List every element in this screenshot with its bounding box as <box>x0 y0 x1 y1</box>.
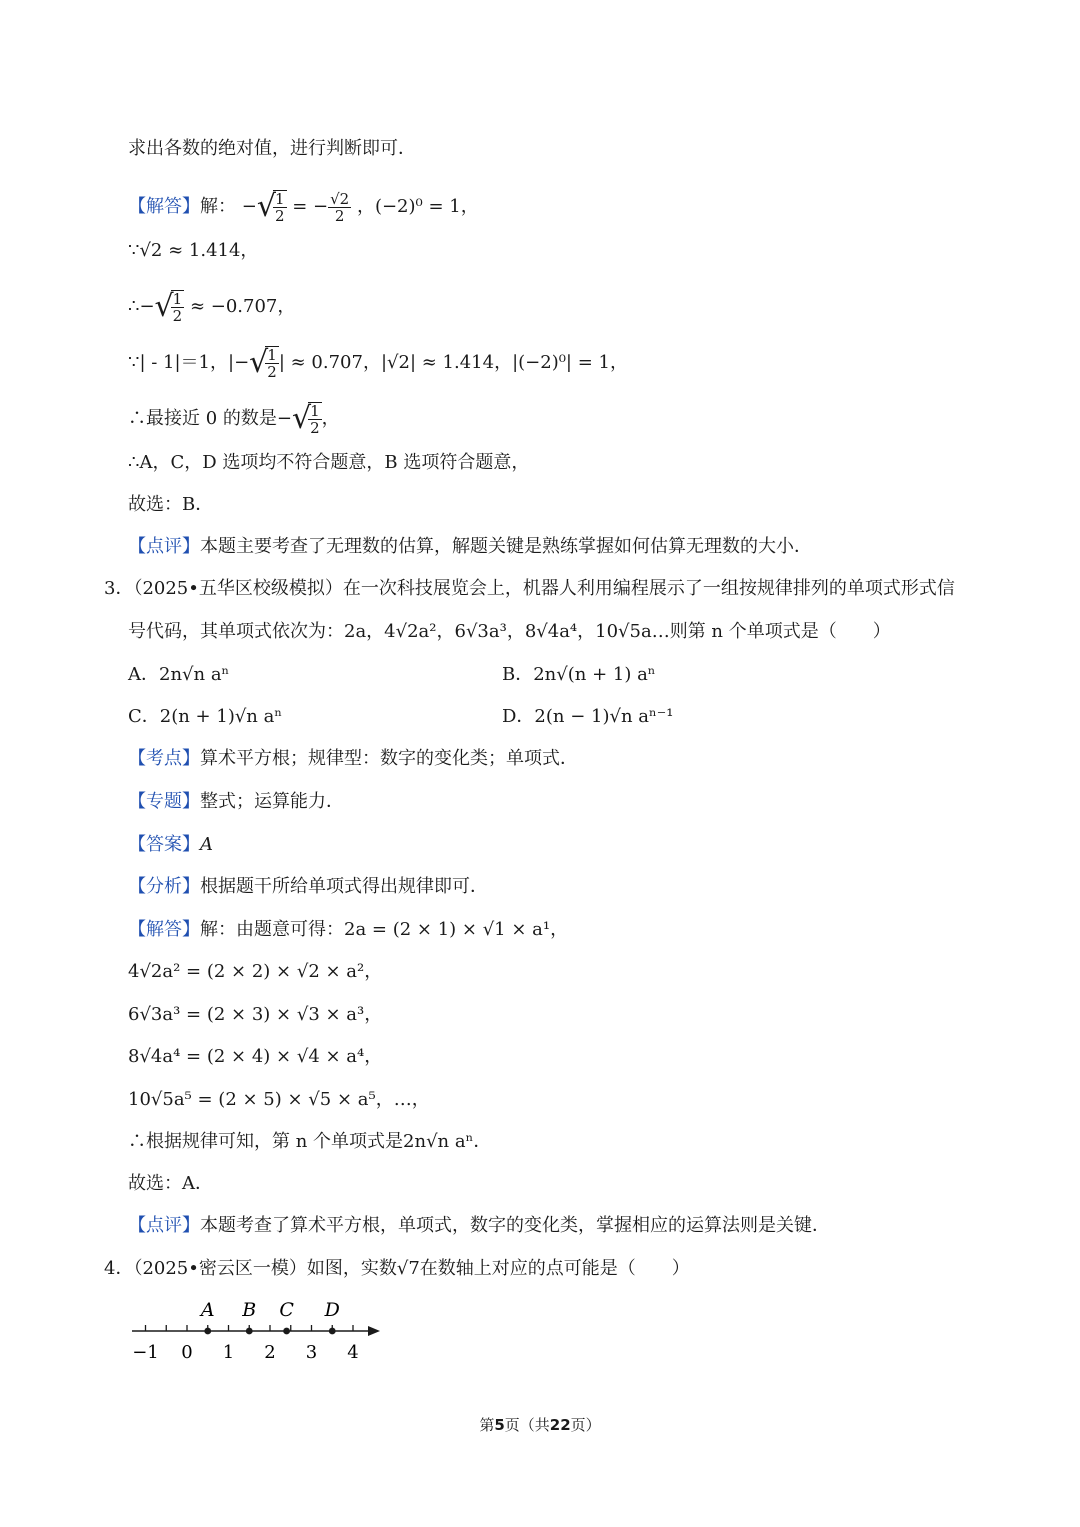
zhuanti-tag: 【专题】 <box>128 791 200 812</box>
footer-page-number: 5 <box>494 1416 505 1434</box>
q3-solve-text: 解：由题意可得：2a = (2 × 1) × √1 × a¹， <box>200 919 569 940</box>
q4-heading: 4．（2025•密云区一模）如图，实数√7在数轴上对应的点可能是（ ） <box>104 1258 690 1279</box>
q2-line-5: ∴A，C，D 选项均不符合题意，B 选项符合题意， <box>128 452 530 473</box>
q2-line-3b: | ≈ 0.707，|√2| ≈ 1.414，|(−2)⁰| = 1， <box>278 352 628 373</box>
q2-line-2-text: ≈ −0.707， <box>189 296 296 317</box>
q2-line-6: 故选：B． <box>128 494 214 515</box>
footer-suffix: 页） <box>570 1416 601 1434</box>
answer-tag: 【答案】 <box>128 834 200 855</box>
tick-label: 2 <box>264 1342 276 1363</box>
point-d <box>329 1328 336 1335</box>
q3-zhuanti <box>128 789 344 815</box>
q3-step-2: 4√2a² = (2 × 2) × √2 × a²， <box>128 961 383 982</box>
q2-line-2: ∴−√ $\frac{1}{2}$ ≈ −0.707， <box>128 289 296 325</box>
point-label-d: D <box>324 1299 340 1321</box>
point-b <box>246 1328 253 1335</box>
point-label-a: A <box>200 1299 215 1321</box>
q3-step-6: ∴根据规律可知，第 n 个单项式是2n√n aⁿ． <box>128 1131 492 1152</box>
q2-line-4: ∴最接近 0 的数是−√ $\frac{1}{2}$ ， <box>128 401 340 437</box>
q2-solution-line <box>128 189 479 225</box>
point-label-b: B <box>242 1299 257 1321</box>
zhuanti-text: 整式；运算能力． <box>200 791 344 812</box>
q3-comment <box>128 1213 830 1239</box>
point-a <box>204 1328 211 1335</box>
q3-solution <box>128 917 568 943</box>
option-b: B．2n√(n + 1) aⁿ <box>502 664 656 685</box>
analysis-tag: 【分析】 <box>128 876 200 897</box>
option-d: D．2(n − 1)√n aⁿ⁻¹ <box>502 706 674 727</box>
tick-label: 3 <box>305 1342 318 1363</box>
tick-label: −1 <box>132 1342 159 1363</box>
option-a: A．2n√n aⁿ <box>128 664 230 685</box>
solve-label: 解： <box>200 196 236 217</box>
comment-text: 本题主要考查了无理数的估算，解题关键是熟练掌握如何估算无理数的大小． <box>200 536 812 557</box>
kaodian-text: 算术平方根；规律型：数字的变化类；单项式． <box>200 748 578 769</box>
q3-comment-text: 本题考查了算术平方根，单项式，数字的变化类，掌握相应的运算法则是关键． <box>200 1215 830 1236</box>
q3-solve-tag: 【解答】 <box>128 919 200 940</box>
solve-eq-tail: ，(−2)⁰ = 1， <box>356 196 479 217</box>
solve-tag: 【解答】 <box>128 196 200 217</box>
kaodian-tag: 【考点】 <box>128 748 200 769</box>
answer-text: A <box>200 834 213 855</box>
q2-line-3: ∵| - 1|＝1，|−√ $\frac{1}{2}$ | ≈ 0.707，|√2| ≈ 1.414，|(−2)⁰| = 1， <box>128 345 628 381</box>
q2-comment <box>128 534 812 560</box>
q3-comment-tag: 【点评】 <box>128 1215 200 1236</box>
number-line-arrow <box>368 1326 380 1336</box>
q3-kaodian <box>128 746 578 772</box>
q2-line-1: ∵√2 ≈ 1.414， <box>128 240 259 261</box>
q3-heading: 3．（2025•五华区校级模拟）在一次科技展览会上，机器人利用编程展示了一组按规律排列的单项式形式信 <box>104 578 955 599</box>
q3-step-3: 6√3a³ = (2 × 3) × √3 × a³， <box>128 1004 383 1025</box>
tick-label: 0 <box>181 1342 193 1363</box>
analysis-text: 根据题干所给单项式得出规律即可． <box>200 876 488 897</box>
point-c <box>283 1328 290 1335</box>
comment-tag: 【点评】 <box>128 536 200 557</box>
tick-label: 4 <box>347 1342 359 1363</box>
point-label-c: C <box>279 1299 294 1321</box>
number-line-figure <box>124 1298 394 1368</box>
q3-step-7: 故选：A． <box>128 1173 213 1194</box>
q2-line-3a: ∵| - 1|＝1，|− <box>128 352 250 373</box>
footer-prefix: 第 <box>479 1416 495 1434</box>
intro-text: 求出各数的绝对值，进行判断即可． <box>128 138 416 159</box>
footer-total-pages: 22 <box>549 1416 571 1434</box>
page-footer <box>0 1414 1080 1435</box>
q3-step-5: 10√5a⁵ = (2 × 5) × √5 × a⁵，…， <box>128 1089 430 1110</box>
q3-analysis <box>128 874 488 900</box>
q2-line-4-text: ∴最接近 0 的数是− <box>128 408 292 429</box>
sqrt-half-expr: −√ $\frac{1}{2}$ = − $\frac{√2}{2}$ <box>241 189 350 225</box>
q3-answer <box>128 832 213 858</box>
footer-middle: 页（共 <box>504 1416 550 1434</box>
tick-label: 1 <box>222 1342 235 1363</box>
option-c: C．2(n + 1)√n aⁿ <box>128 706 283 727</box>
q3-heading-2: 号代码，其单项式依次为：2a，4√2a²，6√3a³，8√4a⁴，10√5a…则第 n 个单项式是（ ） <box>128 621 891 642</box>
q3-step-4: 8√4a⁴ = (2 × 4) × √4 × a⁴， <box>128 1046 383 1067</box>
